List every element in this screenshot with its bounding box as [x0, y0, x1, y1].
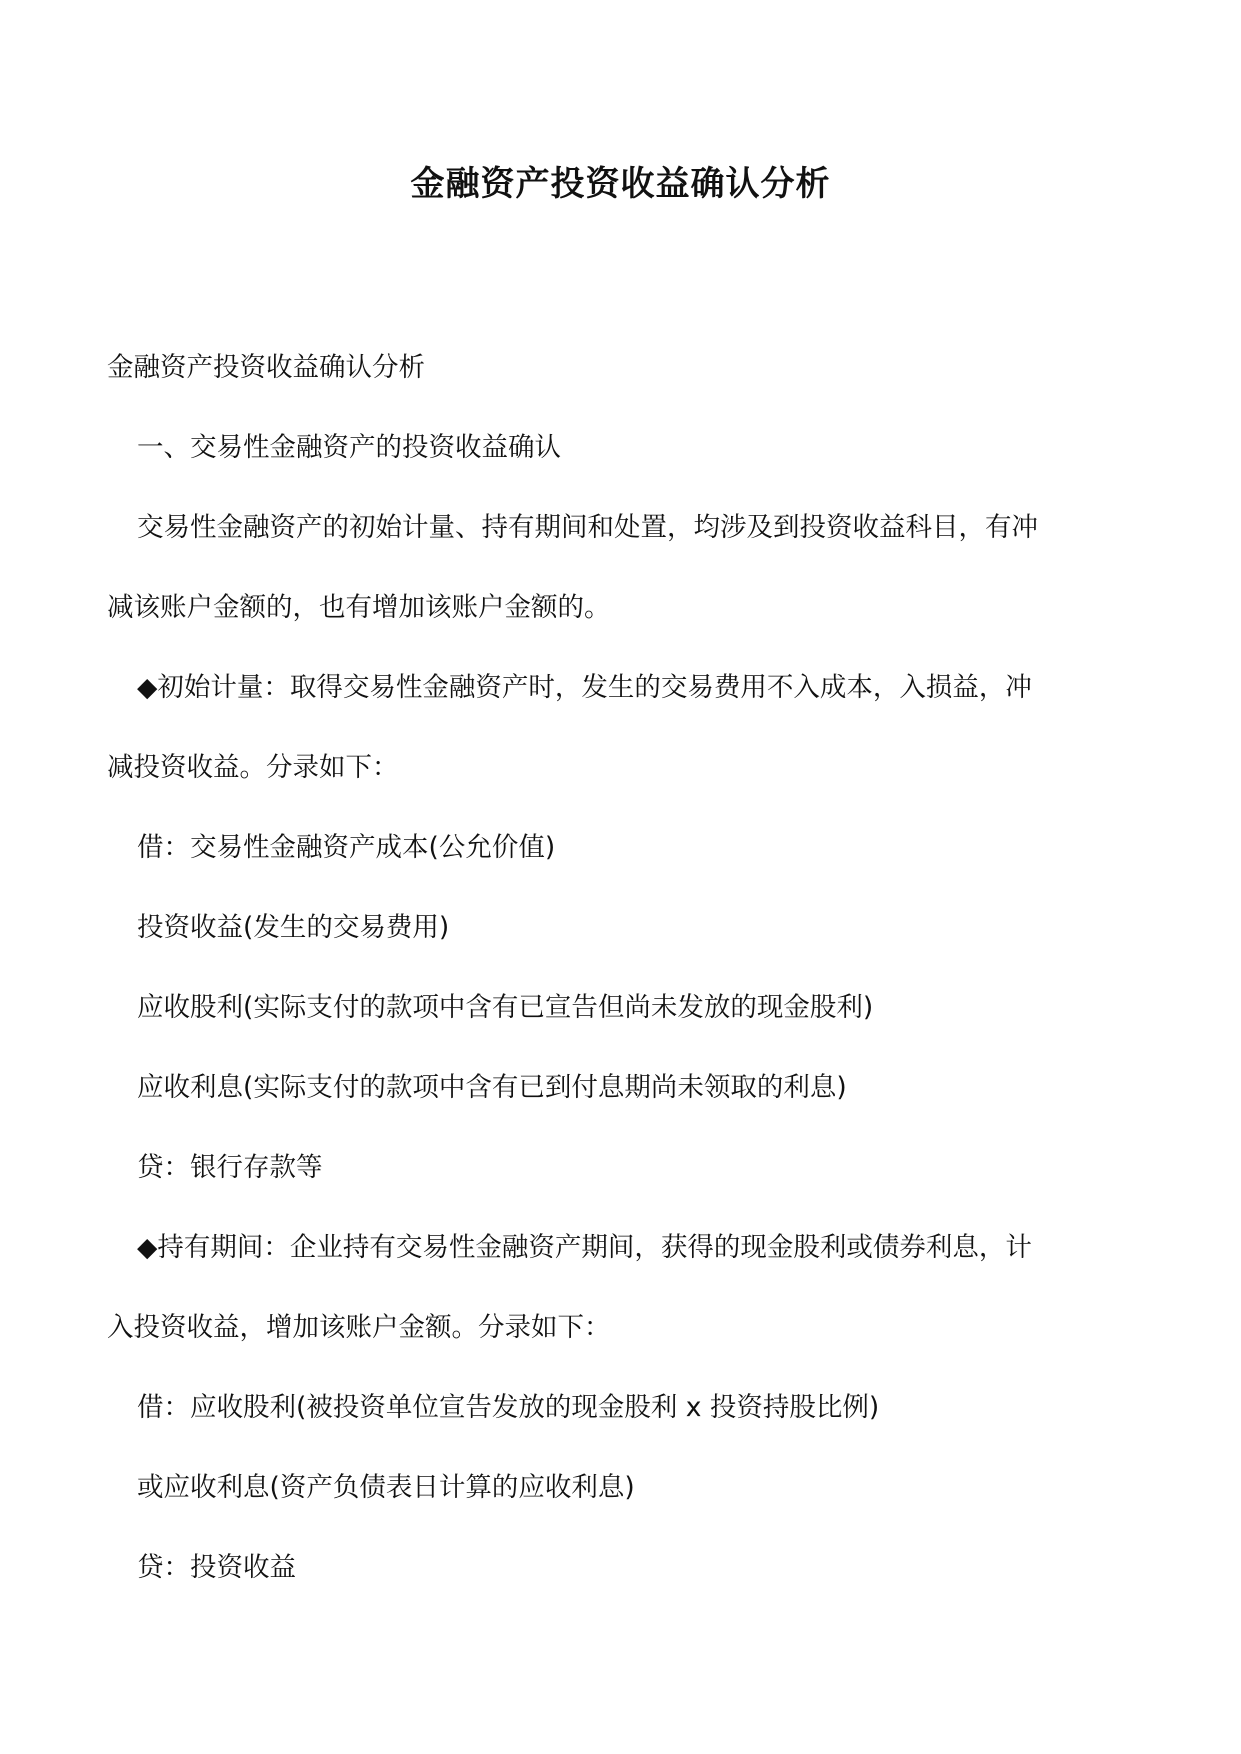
paragraph-line: ◆初始计量：取得交易性金融资产时，发生的交易费用不入成本，入损益，冲: [137, 672, 1032, 703]
entry-line: 借：应收股利(被投资单位宣告发放的现金股利 x 投资持股比例): [137, 1392, 880, 1423]
entry-line: 或应收利息(资产负债表日计算的应收利息): [137, 1472, 635, 1503]
subtitle-line: 金融资产投资收益确认分析: [107, 352, 425, 383]
entry-line: 投资收益(发生的交易费用): [137, 912, 450, 943]
entry-line: 借：交易性金融资产成本(公允价值): [137, 832, 556, 863]
entry-line: 贷：投资收益: [137, 1552, 296, 1583]
section-heading: 一、交易性金融资产的投资收益确认: [137, 432, 561, 463]
entry-line: 应收股利(实际支付的款项中含有已宣告但尚未发放的现金股利): [137, 992, 874, 1023]
paragraph-line: 交易性金融资产的初始计量、持有期间和处置，均涉及到投资收益科目，有冲: [137, 512, 1038, 543]
paragraph-line: 入投资收益，增加该账户金额。分录如下：: [107, 1312, 611, 1343]
paragraph-line: 减该账户金额的，也有增加该账户金额的。: [107, 592, 611, 623]
document-title: 金融资产投资收益确认分析: [410, 164, 831, 204]
entry-line: 应收利息(实际支付的款项中含有已到付息期尚未领取的利息): [137, 1072, 847, 1103]
paragraph-line: 减投资收益。分录如下：: [107, 752, 399, 783]
entry-line: 贷：银行存款等: [137, 1152, 323, 1183]
paragraph-line: ◆持有期间：企业持有交易性金融资产期间，获得的现金股利或债券利息，计: [137, 1232, 1032, 1263]
